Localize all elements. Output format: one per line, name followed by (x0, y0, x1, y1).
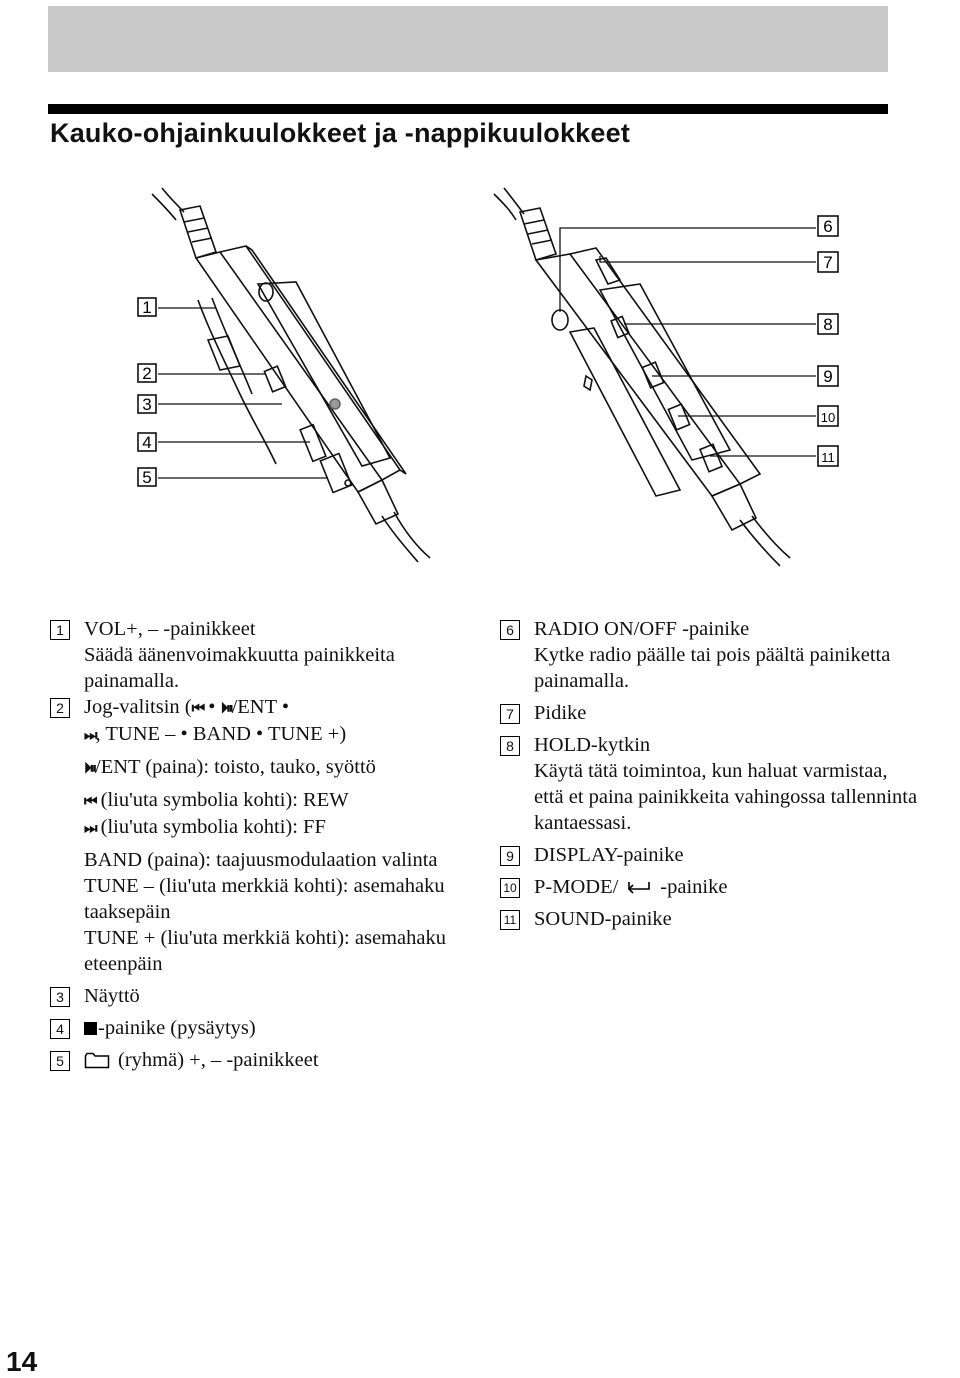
list-item (500, 842, 920, 868)
leader-lines (158, 228, 816, 478)
callout-label-3: 3 (142, 395, 152, 414)
item-number: 10 (500, 878, 520, 898)
item-description: Käytä tätä toimintoa, kun haluat varmistaa, että et paina painikkeita vahingossa tallenninta kantaessasi. (534, 760, 918, 834)
list-item (50, 694, 450, 977)
item-number: 4 (50, 1019, 70, 1039)
item-number: 1 (50, 620, 70, 640)
item-title: P-MODE/ -painike (534, 876, 728, 898)
item-number: 7 (500, 704, 520, 724)
remote-front-view (152, 188, 430, 562)
item-number: 11 (500, 910, 520, 930)
list-item (500, 616, 920, 694)
list-item (500, 700, 920, 726)
header-band (48, 6, 888, 72)
callout-label-10: 10 (820, 410, 836, 425)
stop-icon (84, 1022, 97, 1035)
item-sub-tune-minus: TUNE – (liu'uta merkkiä kohti): asemahaku taaksepäin (84, 875, 445, 923)
page-title: Kauko-ohjainkuulokkeet ja -nappikuulokkeet (50, 118, 631, 148)
remote-control-drawing (100, 180, 860, 580)
list-item (50, 616, 450, 694)
callout-label-7: 7 (823, 253, 833, 272)
repeat-icon (624, 879, 654, 895)
parts-list-right (500, 616, 920, 932)
item-description: Säädä äänenvoimakkuutta painikkeita painamalla. (84, 644, 395, 692)
folder-icon (84, 1052, 110, 1069)
item-number: 3 (50, 987, 70, 1007)
item-number: 9 (500, 846, 520, 866)
list-item (50, 1047, 450, 1073)
play-pause-icon: ⏵⏸ (220, 699, 232, 717)
item-title: (ryhmä) +, – -painikkeet (84, 1047, 450, 1073)
item-sub-rew: ⏮ (liu'uta symbolia kohti): REW (84, 787, 450, 814)
previous-track-icon: ⏮ (191, 699, 204, 717)
callout-label-1: 1 (142, 298, 152, 317)
next-track-icon: ⏭ (84, 726, 96, 744)
section-rule (48, 104, 888, 114)
callout-label-2: 2 (142, 364, 152, 383)
item-sub-play-ent: ⏵⏸/ENT (paina): toisto, tauko, syöttö (84, 754, 450, 781)
list-item (500, 906, 920, 932)
list-item (500, 732, 920, 836)
item-description: Kytke radio päälle tai pois päältä painiketta painamalla. (534, 644, 891, 692)
callout-label-9: 9 (823, 367, 833, 386)
list-item (50, 983, 450, 1009)
list-item (50, 1015, 450, 1041)
item-title: VOL+, – -painikkeet (84, 618, 256, 640)
page-number: 14 (6, 1346, 38, 1377)
callout-label-4: 4 (142, 433, 152, 452)
item-title: Pidike (534, 702, 587, 724)
item-sub-tune-plus: TUNE + (liu'uta merkkiä kohti): asemahaku eteenpäin (84, 927, 446, 975)
item-number: 6 (500, 620, 520, 640)
item-title: Näyttö (84, 985, 140, 1007)
list-item (500, 874, 920, 900)
item-title: HOLD-kytkin (534, 734, 651, 756)
parts-list-left (50, 616, 450, 1073)
item-number: 2 (50, 698, 70, 718)
remote-illustration (100, 180, 860, 580)
callout-label-8: 8 (823, 315, 833, 334)
item-title: Jog-valitsin (⏮ • ⏵⏸/ENT • ⏭, TUNE – • BAND • TUNE +) (84, 694, 450, 748)
item-sub-ff: ⏭ (liu'uta symbolia kohti): FF (84, 814, 450, 841)
item-title: DISPLAY-painike (534, 844, 684, 866)
item-title: SOUND-painike (534, 908, 672, 930)
previous-track-icon: ⏮ (84, 792, 96, 810)
callout-label-6: 6 (823, 217, 833, 236)
next-track-icon: ⏭ (84, 819, 96, 837)
remote-side-view (494, 188, 790, 566)
item-sub-band: BAND (paina): taajuusmodulaation valinta (84, 849, 438, 871)
item-title: RADIO ON/OFF -painike (534, 618, 750, 640)
item-title: -painike (pysäytys) (84, 1015, 450, 1041)
item-number: 5 (50, 1051, 70, 1071)
play-pause-icon: ⏵⏸ (84, 759, 96, 777)
item-number: 8 (500, 736, 520, 756)
callout-label-5: 5 (142, 468, 152, 487)
callout-label-11: 11 (821, 450, 835, 465)
